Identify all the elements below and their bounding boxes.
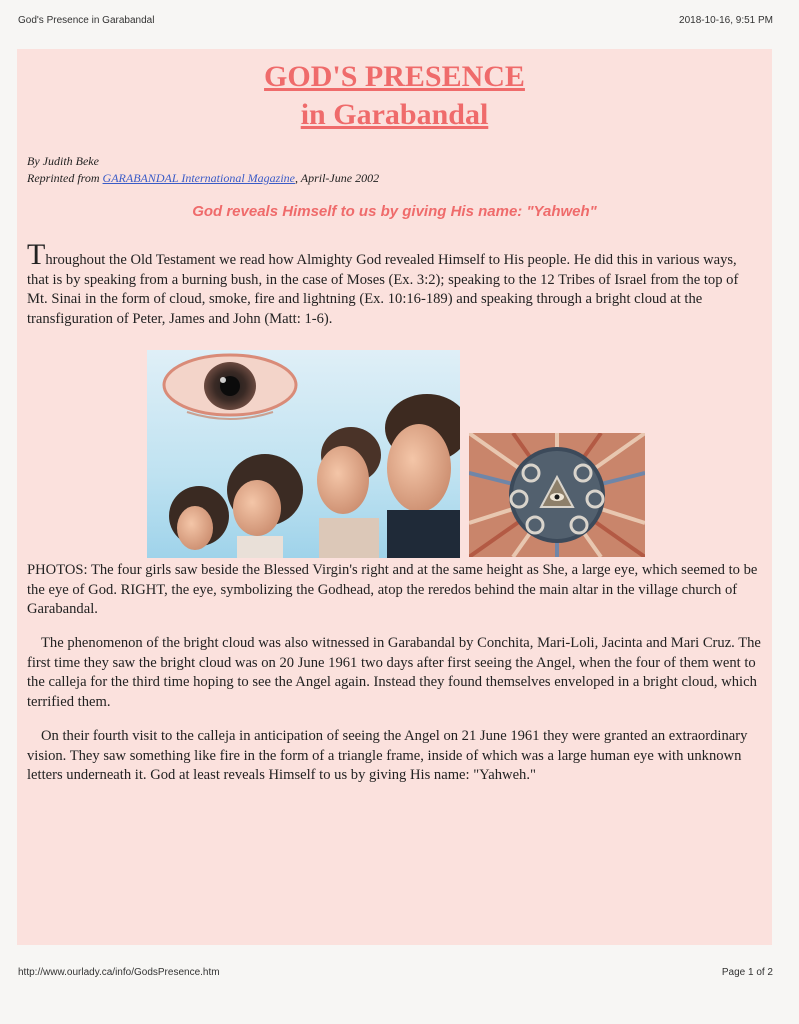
girl-4 [385,394,460,558]
author-byline: By Judith Beke [27,154,99,168]
intro-paragraph [27,238,762,329]
bright-cloud-paragraph: The phenomenon of the bright cloud was also witnessed in Garabandal by Conchita, Mari-Loli, Jacinta and Mari Cruz. The first time they saw the bright cloud was on 20 June 1961 two days after first seeing the Angel, when the four of them went to the calleja for the third time hoping to see the Angel again. Instead they found themselves enveloped in a bright cloud, which terrified them. [27,635,761,710]
article-subhead: God reveals Himself to us by giving His name: "Yahweh" [192,203,597,220]
drop-cap: T [27,238,46,271]
header-page-title: God's Presence in Garabandal [18,15,155,26]
reredos-eye-illustration [469,433,645,557]
article-title-line2: in Garabandal [300,98,489,131]
reprint-prefix: Reprinted from [27,171,103,185]
footer-url: http://www.ourlady.ca/info/GodsPresence.htm [18,967,220,978]
article-title-line1: GOD'S PRESENCE [264,60,525,93]
photo-reredos-eye [469,433,645,557]
reprint-suffix: , April-June 2002 [294,171,380,185]
photo-caption: PHOTOS: The four girls saw beside the Blessed Virgin's right and at the same height as She, a large eye, which seemed to be the eye of God. RIGHT, the eye, symbolizing the Godhead, atop the reredos behind the main altar in the village church of Garabandal. [27,562,758,617]
footer-page-number: Page 1 of 2 [721,967,773,978]
article-sheet [17,49,772,945]
intro-text: hroughout the Old Testament we read how Almighty God revealed Himself to His people. He did this in various ways, that is by speaking from a burning bush, in the case of Moses (Ex. 3:2); speaking to the 12 Tribes of Israel from the top of Mt. Sinai in the form of cloud, smoke, fire and lightning (Ex. 10:16-189) and speaking through a bright cloud at the transfiguration of Peter, James and John (Matt: 1-6). [27,252,739,327]
photo-eye-and-girls [147,350,460,558]
eye-girls-illustration [147,350,460,558]
magazine-link[interactable]: GARABANDAL International Magazine [102,171,295,185]
header-datetime: 2018-10-16, 9:51 PM [679,15,773,26]
fourth-visit-paragraph: On their fourth visit to the calleja in anticipation of seeing the Angel on 21 June 1961 they were granted an extraordinary vision. They saw something like fire in the form of a triangle frame, inside of which was a large human eye with unknown letters underneath it. God at least reveals Himself to us by giving His name: "Yahweh." [27,728,748,783]
reprint-note [27,170,379,187]
byline-block [27,153,379,187]
